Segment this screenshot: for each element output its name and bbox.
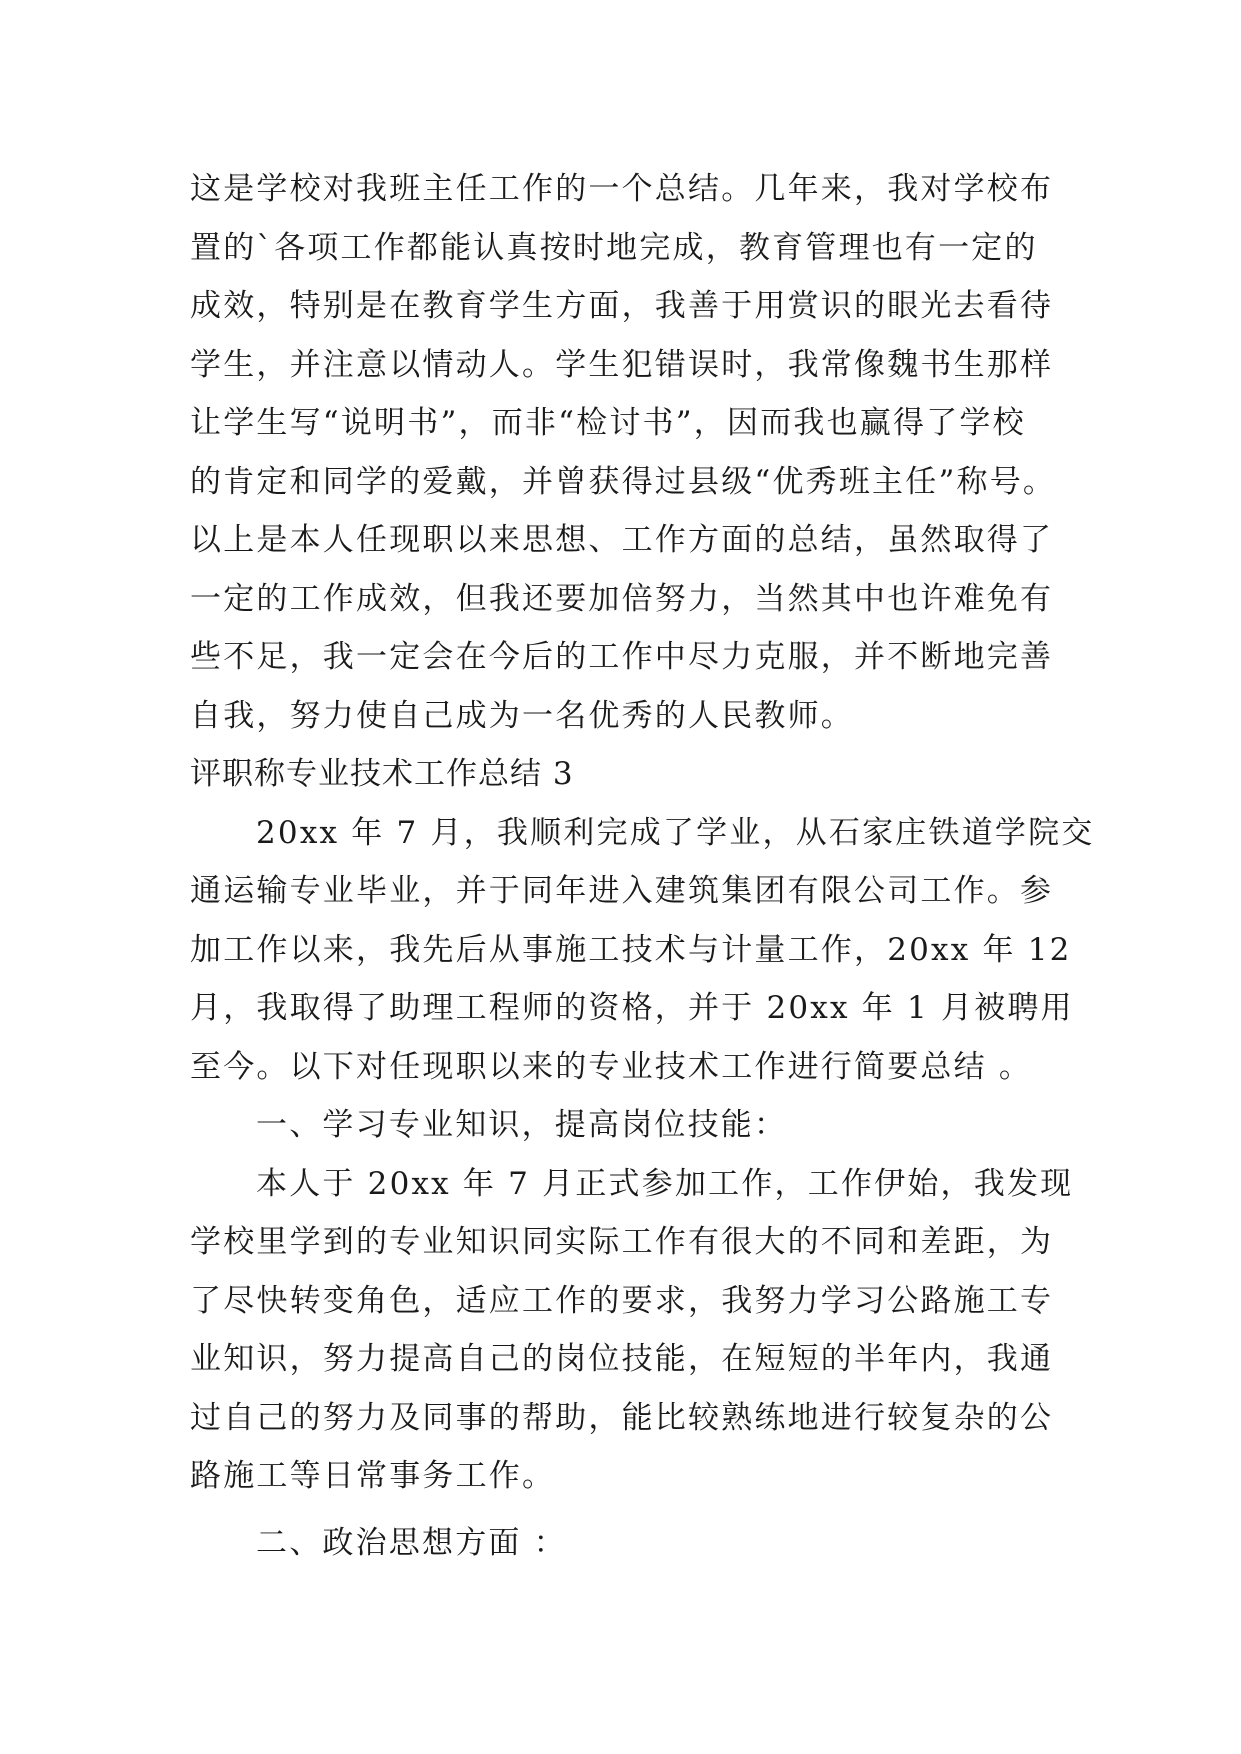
paragraph-line: 置的`各项工作都能认真按时地完成，教育管理也有一定的 bbox=[190, 229, 1038, 266]
subsection-heading: 一、学习专业知识，提高岗位技能： bbox=[256, 1107, 788, 1143]
paragraph-line: 这是学校对我班主任工作的一个总结。几年来，我对学校布 bbox=[190, 171, 1054, 207]
paragraph-line: 成效，特别是在教育学生方面，我善于用赏识的眼光去看待 bbox=[190, 288, 1054, 324]
paragraph-line: 通运输专业毕业，并于同年进入建筑集团有限公司工作。参 bbox=[190, 873, 1054, 909]
paragraph-line: 些不足，我一定会在今后的工作中尽力克服，并不断地完善 bbox=[190, 639, 1054, 675]
paragraph-line: 过自己的努力及同事的帮助，能比较熟练地进行较复杂的公 bbox=[190, 1399, 1054, 1436]
paragraph-line: 路施工等日常事务工作。 bbox=[190, 1458, 556, 1494]
paragraph-line: 至今。以下对任现职以来的专业技术工作进行简要总结 。 bbox=[190, 1048, 1033, 1085]
paragraph-line: 的肯定和同学的爱戴，并曾获得过县级“优秀班主任”称号。 bbox=[190, 463, 1057, 500]
paragraph-line: 学生，并注意以情动人。学生犯错误时，我常像魏书生那样 bbox=[190, 346, 1054, 383]
paragraph-line: 一定的工作成效，但我还要加倍努力，当然其中也许难免有 bbox=[190, 580, 1054, 617]
paragraph-line: 本人于 20xx 年 7 月正式参加工作，工作伊始，我发现 bbox=[256, 1165, 1074, 1202]
paragraph-line: 月，我取得了助理工程师的资格，并于 20xx 年 1 月被聘用 bbox=[190, 990, 1074, 1026]
paragraph-line: 业知识，努力提高自己的岗位技能，在短短的半年内，我通 bbox=[190, 1341, 1054, 1377]
paragraph-line: 自我，努力使自己成为一名优秀的人民教师。 bbox=[190, 697, 854, 734]
paragraph-line: 学校里学到的专业知识同实际工作有很大的不同和差距，为 bbox=[190, 1224, 1054, 1260]
paragraph-line: 以上是本人任现职以来思想、工作方面的总结，虽然取得了 bbox=[190, 522, 1054, 558]
section-heading: 评职称专业技术工作总结 3 bbox=[190, 756, 574, 792]
paragraph-line: 了尽快转变角色，适应工作的要求，我努力学习公路施工专 bbox=[190, 1282, 1054, 1319]
paragraph-gap bbox=[190, 1506, 1060, 1514]
paragraph-line: 让学生写“说明书”，而非“检讨书”，因而我也赢得了学校 bbox=[190, 405, 1026, 441]
subsection-heading: 二、政治思想方面 ： bbox=[256, 1524, 567, 1561]
paragraph-line: 加工作以来，我先后从事施工技术与计量工作，20xx 年 12 bbox=[190, 931, 1072, 968]
paragraph-line: 20xx 年 7 月，我顺利完成了学业，从石家庄铁道学院交 bbox=[256, 814, 1095, 851]
document-body bbox=[190, 160, 1095, 1572]
